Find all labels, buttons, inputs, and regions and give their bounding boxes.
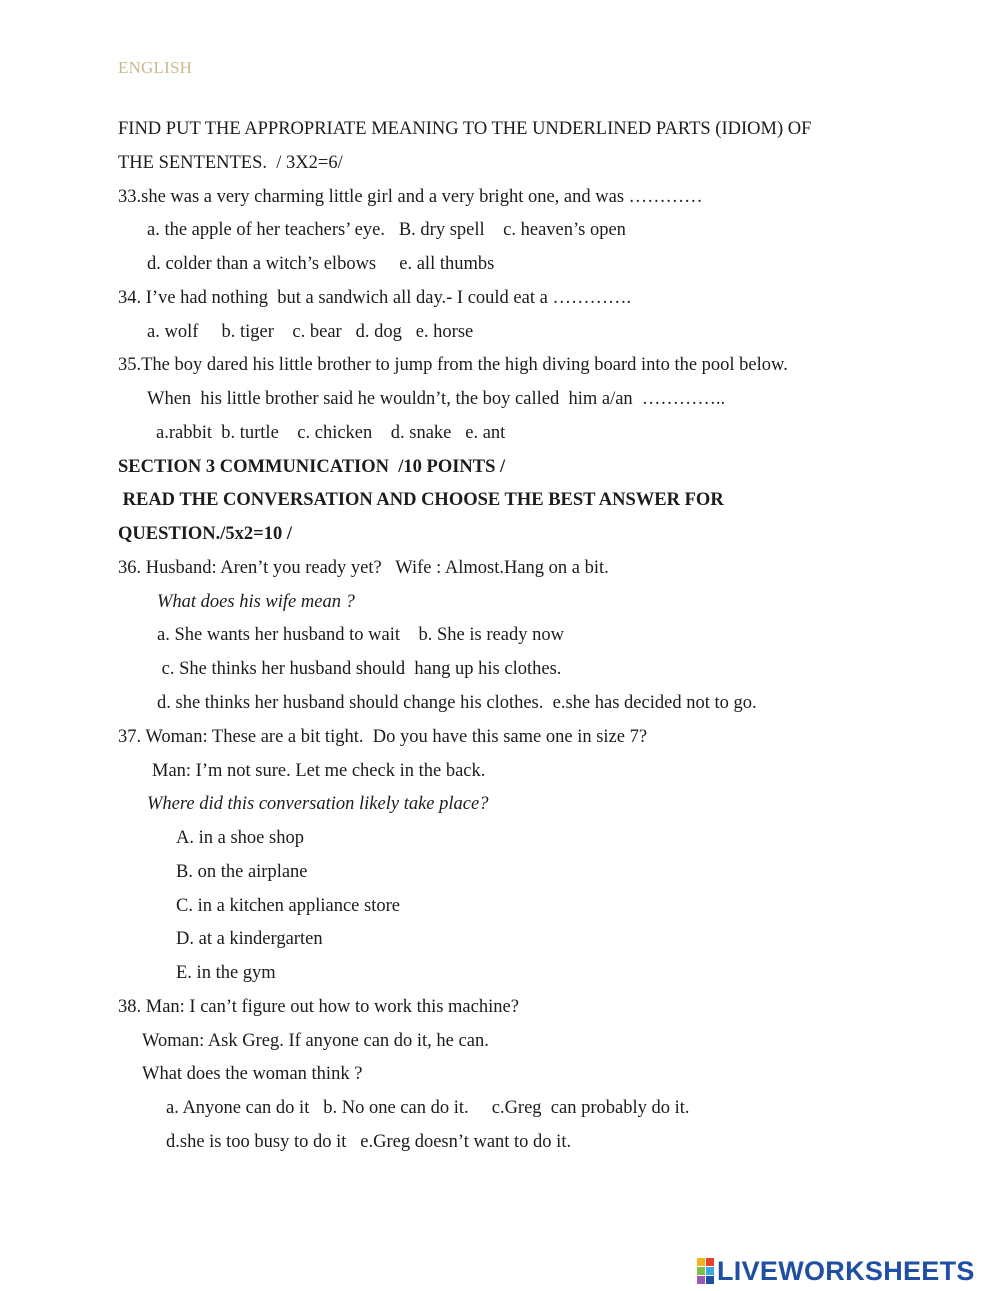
- section3-instruction-1: READ THE CONVERSATION AND CHOOSE THE BEST ANSWER FOR: [118, 490, 724, 510]
- q36-dialogue: 36. Husband: Aren’t you ready yet? Wife : Almost.Hang on a bit.: [118, 558, 609, 578]
- q36-question: What does his wife mean ?: [157, 592, 355, 612]
- logo-block: [697, 1276, 705, 1284]
- logo-block: [706, 1258, 714, 1266]
- instruction-line-1: FIND PUT THE APPROPRIATE MEANING TO THE UNDERLINED PARTS (IDIOM) OF: [118, 119, 812, 139]
- q36-option-2: c. She thinks her husband should hang up his clothes.: [157, 659, 562, 679]
- q37-option-a: A. in a shoe shop: [176, 828, 304, 848]
- logo-blocks-icon: [697, 1258, 714, 1284]
- q38-question: What does the woman think ?: [142, 1064, 363, 1084]
- q33-stem: 33.she was a very charming little girl and a very bright one, and was …………: [118, 187, 703, 207]
- liveworksheets-logo[interactable]: [697, 1254, 975, 1288]
- q34-stem: 34. I’ve had nothing but a sandwich all day.- I could eat a ………….: [118, 288, 632, 308]
- q35-stem-2: When his little brother said he wouldn’t, the boy called him a/an …………..: [147, 389, 726, 409]
- q34-options: a. wolf b. tiger c. bear d. dog e. horse: [147, 322, 474, 342]
- logo-block: [697, 1267, 705, 1275]
- q37-option-d: D. at a kindergarten: [176, 929, 323, 949]
- q38-dialogue-2: Woman: Ask Greg. If anyone can do it, he can.: [142, 1031, 489, 1051]
- q35-stem-1: 35.The boy dared his little brother to jump from the high diving board into the pool below.: [118, 355, 788, 375]
- q36-option-1: a. She wants her husband to wait b. She is ready now: [157, 625, 564, 645]
- subject-header: ENGLISH: [118, 58, 193, 77]
- section3-instruction-2: QUESTION./5x2=10 /: [118, 524, 292, 544]
- q37-option-e: E. in the gym: [176, 963, 276, 983]
- instruction-line-2: THE SENTENTES. / 3X2=6/: [118, 153, 343, 173]
- q37-option-c: C. in a kitchen appliance store: [176, 896, 400, 916]
- q37-question: Where did this conversation likely take place?: [147, 794, 489, 814]
- q38-dialogue-1: 38. Man: I can’t figure out how to work this machine?: [118, 997, 519, 1017]
- logo-block: [706, 1276, 714, 1284]
- q37-dialogue-2: Man: I’m not sure. Let me check in the back.: [152, 761, 486, 781]
- logo-text: LIVEWORKSHEETS: [717, 1255, 975, 1286]
- logo-block: [706, 1267, 714, 1275]
- q37-option-b: B. on the airplane: [176, 862, 308, 882]
- q33-options-2: d. colder than a witch’s elbows e. all thumbs: [147, 254, 495, 274]
- q33-options-1: a. the apple of her teachers’ eye. B. dry spell c. heaven’s open: [147, 220, 626, 240]
- q37-dialogue-1: 37. Woman: These are a bit tight. Do you have this same one in size 7?: [118, 727, 648, 747]
- q38-option-1: a. Anyone can do it b. No one can do it. c.Greg can probably do it.: [166, 1098, 690, 1118]
- q35-options: a.rabbit b. turtle c. chicken d. snake e. ant: [156, 423, 506, 443]
- logo-block: [697, 1258, 705, 1266]
- q36-option-3: d. she thinks her husband should change his clothes. e.she has decided not to go.: [157, 693, 757, 713]
- q38-option-2: d.she is too busy to do it e.Greg doesn’t want to do it.: [166, 1132, 572, 1152]
- section3-title: SECTION 3 COMMUNICATION /10 POINTS /: [118, 457, 506, 477]
